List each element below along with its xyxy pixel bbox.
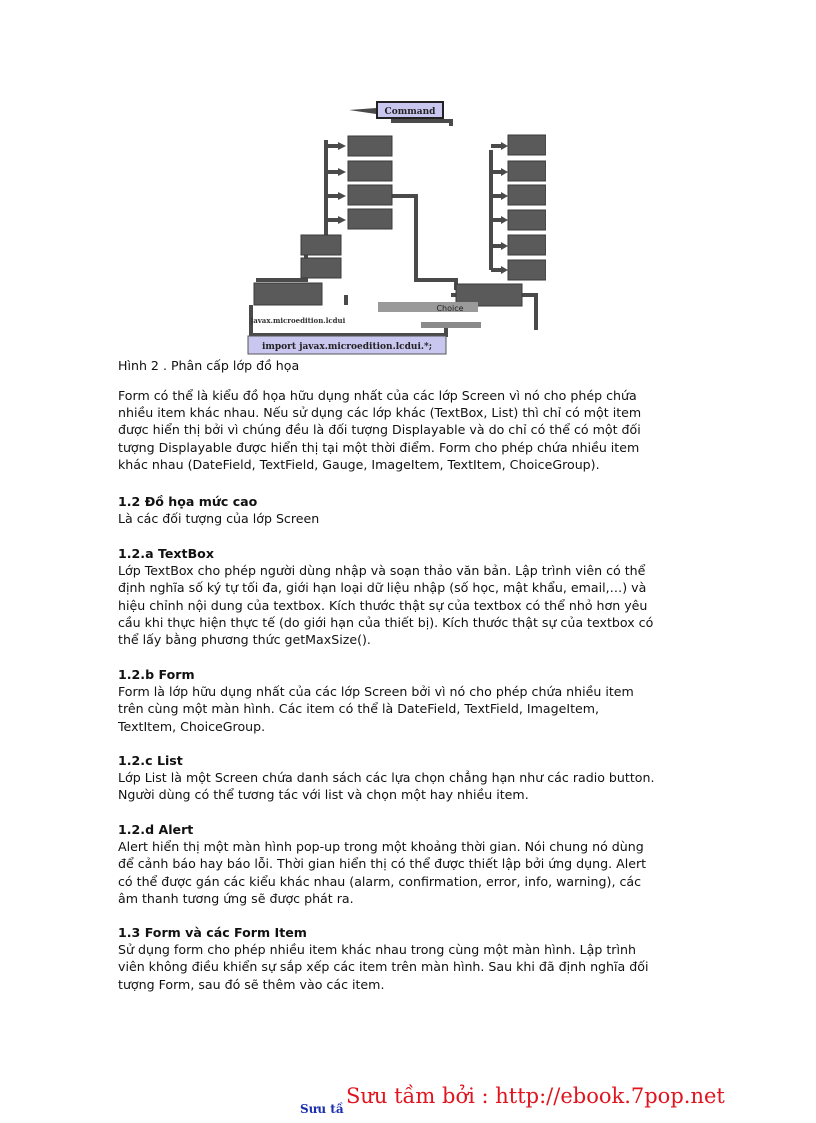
text-line: Lớp List là một Screen chứa danh sách các lựa chọn chẳng hạn như các radio button. bbox=[118, 770, 655, 786]
class-box bbox=[508, 161, 546, 181]
text-line: có thể được gán các kiểu khác nhau (alarm, confirmation, error, info, warning), các bbox=[118, 873, 642, 889]
class-box bbox=[348, 161, 392, 181]
section-alert bbox=[118, 821, 698, 907]
text-line: Sử dụng form cho phép nhiều item khác nhau trong cùng một màn hình. Lập trình bbox=[118, 942, 636, 958]
text-line: cầu khi thực hiện thực tế (do giới hạn của thiết bị). Kích thước thật sự của textbox có bbox=[118, 614, 654, 630]
text-line: Form là lớp hữu dụng nhất của các lớp Screen bởi vì nó cho phép chứa nhiều item bbox=[118, 684, 634, 700]
section-heading: 1.2.a TextBox bbox=[118, 546, 214, 561]
footer-small-text: Sưu tầ bbox=[300, 1102, 344, 1116]
text-line: thể lấy bằng phương thức getMaxSize(). bbox=[118, 632, 371, 648]
section-heading: 1.2 Đồ họa mức cao bbox=[118, 494, 258, 509]
class-box bbox=[508, 235, 546, 255]
text-line: tượng Displayable được hiển thị tại một thời điểm. Form cho phép chứa nhiều item bbox=[118, 439, 640, 455]
text-line: Form có thể là kiểu đồ họa hữu dụng nhất của các lớp Screen vì nó cho phép chứa bbox=[118, 388, 637, 403]
text-line: Người dùng có thể tương tác với list và chọn một hay nhiều item. bbox=[118, 787, 529, 803]
text-line: tượng Form, sau đó sẽ thêm vào các item. bbox=[118, 976, 385, 992]
class-box bbox=[254, 283, 322, 305]
package-small-label: javax.microedition.lcdui bbox=[250, 316, 346, 325]
text-line: nhiều item khác nhau. Nếu sử dụng các lớp khác (TextBox, List) thì chỉ có một item bbox=[118, 405, 642, 421]
text-line: được hiển thị bởi vì chúng đều là đối tượng Displayable và do chỉ có thể có một đối bbox=[118, 422, 641, 438]
section-list bbox=[118, 752, 698, 804]
class-hierarchy-diagram bbox=[246, 100, 546, 356]
text-line: TextItem, ChoiceGroup. bbox=[118, 718, 266, 734]
class-box bbox=[508, 185, 546, 205]
text-line: khác nhau (DateField, TextField, Gauge, ImageItem, TextItem, ChoiceGroup). bbox=[118, 456, 600, 472]
class-box bbox=[301, 235, 341, 255]
text-line: Lớp TextBox cho phép người dùng nhập và soạn thảo văn bản. Lập trình viên có thể bbox=[118, 563, 646, 579]
footer-prefix: Sưu tầm bởi : bbox=[346, 1084, 496, 1108]
section-form bbox=[118, 666, 698, 735]
import-label: import javax.microedition.lcdui.*; bbox=[261, 342, 433, 352]
class-box bbox=[348, 209, 392, 229]
text-line: định nghĩa số ký tự tối đa, giới hạn loại dữ liệu nhập (số học, mật khẩu, email,…) và bbox=[118, 580, 647, 596]
class-box bbox=[508, 135, 546, 155]
class-box bbox=[348, 185, 392, 205]
section-heading: 1.2.c List bbox=[118, 753, 183, 768]
text-line: trên cùng một màn hình. Các item có thể là DateField, TextField, ImageItem, bbox=[118, 701, 600, 717]
class-hierarchy-figure bbox=[246, 100, 546, 356]
footer-url-link[interactable]: http://ebook.7pop.net bbox=[495, 1084, 725, 1108]
text-line: Alert hiển thị một màn hình pop-up trong một khoảng thời gian. Nói chung nó dùng bbox=[118, 839, 644, 855]
figure-caption: Hình 2 . Phân cấp lớp đồ họa bbox=[118, 358, 300, 373]
section-heading: 1.3 Form và các Form Item bbox=[118, 925, 307, 940]
section-heading: 1.2.b Form bbox=[118, 667, 195, 682]
class-box bbox=[301, 258, 341, 278]
footer-watermark bbox=[346, 1084, 725, 1108]
small-bar bbox=[421, 322, 481, 328]
command-label: Command bbox=[384, 107, 436, 117]
section-high-level-graphics bbox=[118, 493, 698, 527]
class-box bbox=[348, 136, 392, 156]
intro-paragraph bbox=[118, 387, 698, 473]
section-heading: 1.2.d Alert bbox=[118, 822, 194, 837]
section-textbox bbox=[118, 545, 698, 648]
text-line: Là các đối tượng của lớp Screen bbox=[118, 511, 320, 527]
class-box bbox=[508, 210, 546, 230]
text-line: âm thanh tương ứng sẽ được phát ra. bbox=[118, 890, 354, 906]
text-line: để cảnh báo hay báo lỗi. Thời gian hiển thị có thể được thiết lập bởi ứng dụng. Alert bbox=[118, 856, 647, 872]
class-box bbox=[508, 260, 546, 280]
text-line: viên không điều khiển sự sắp xếp các item trên màn hình. Sau khi đã định nghĩa đối bbox=[118, 959, 649, 975]
choice-label: Choice bbox=[436, 304, 464, 313]
section-form-items bbox=[118, 924, 698, 993]
text-line: hiệu chỉnh nội dung của textbox. Kích thước thật sự của textbox có thể nhỏ hơn yêu bbox=[118, 597, 648, 613]
